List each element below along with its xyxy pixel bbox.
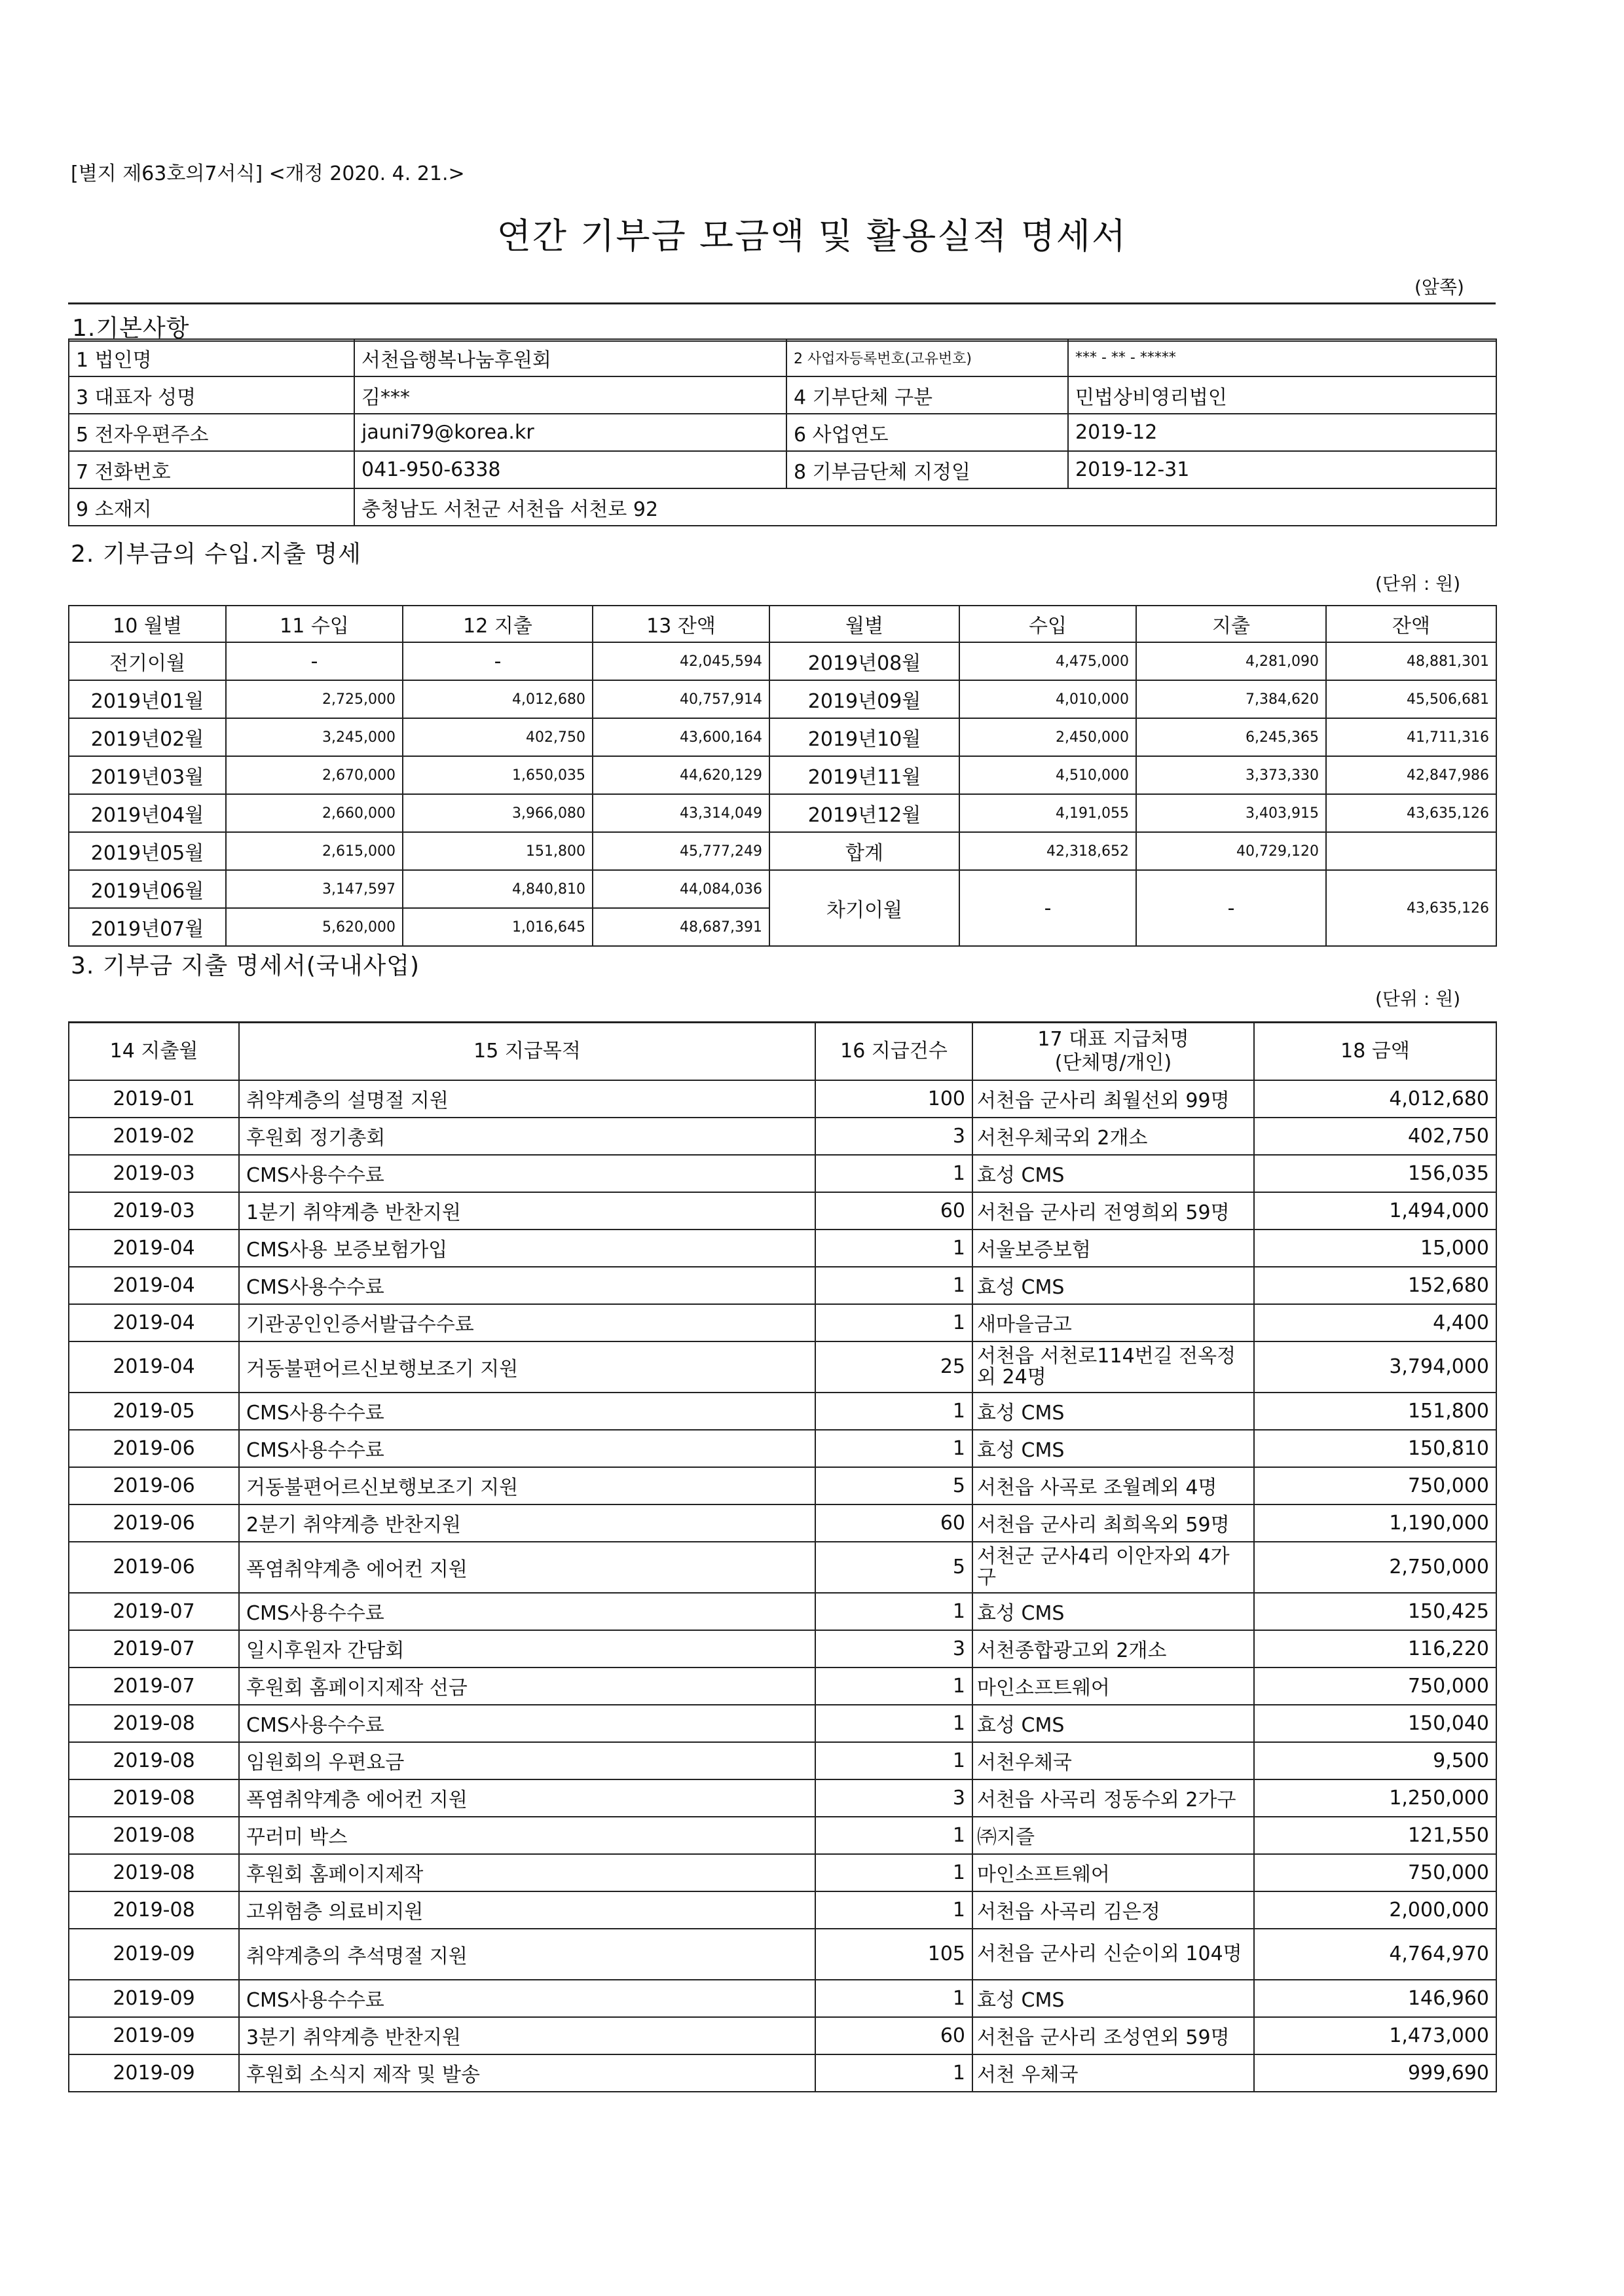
balance-cell: 42,045,594 [593,642,769,680]
expense-month-cell: 2019-08 [69,1779,239,1817]
field-label: 4 기부단체 구분 [786,376,1068,414]
basic-info-row [69,488,1496,526]
table-row [69,1467,1496,1504]
amount-cell: 121,550 [1254,1817,1496,1854]
purpose-cell: 일시후원자 간담회 [239,1630,815,1667]
expense-cell: 4,840,810 [403,870,593,908]
purpose-cell: 기관공인인증서발급수수료 [239,1304,815,1341]
month-cell: 전기이월 [69,642,226,680]
field-value: 김*** [354,376,786,414]
amount-cell: 750,000 [1254,1854,1496,1891]
recipient-cell: 새마을금고 [972,1304,1254,1341]
amount-cell: 750,000 [1254,1467,1496,1504]
field-value: 서천읍행복나눔후원회 [354,339,786,376]
amount-cell: 15,000 [1254,1230,1496,1267]
amount-cell: 1,250,000 [1254,1779,1496,1817]
recipient-cell: 서천읍 사곡리 김은정 [972,1891,1254,1929]
table-row [69,1779,1496,1817]
count-cell: 1 [815,1304,972,1341]
amount-cell: 999,690 [1254,2054,1496,2092]
expense-cell: 151,800 [403,832,593,870]
basic-info-row [69,376,1496,414]
purpose-cell: 후원회 소식지 제작 및 발송 [239,2054,815,2092]
purpose-cell: 1분기 취약계층 반찬지원 [239,1192,815,1230]
count-cell: 1 [815,1854,972,1891]
recipient-cell: 서천군 군사4리 이안자외 4가구 [972,1542,1254,1593]
expense-cell: - [1136,870,1326,946]
column-header: 18 금액 [1254,1023,1496,1080]
table-row [69,2054,1496,2092]
count-cell: 60 [815,1504,972,1542]
amount-cell: 116,220 [1254,1630,1496,1667]
purpose-cell: 임원회의 우편요금 [239,1742,815,1779]
amount-cell: 151,800 [1254,1393,1496,1430]
column-header: 16 지급건수 [815,1023,972,1080]
count-cell: 1 [815,1230,972,1267]
amount-cell: 146,960 [1254,1980,1496,2017]
expense-month-cell: 2019-08 [69,1891,239,1929]
recipient-cell: 서천우체국 [972,1742,1254,1779]
table-row [69,1593,1496,1630]
purpose-cell: CMS사용수수료 [239,1155,815,1192]
income-cell: 3,245,000 [226,718,403,756]
table-header-row [69,1023,1496,1080]
field-value: 2019-12 [1068,414,1496,451]
column-header: 12 지출 [403,606,593,642]
month-cell: 합계 [769,832,959,870]
balance-cell: 43,635,126 [1326,794,1496,832]
balance-cell: 40,757,914 [593,680,769,718]
expense-month-cell: 2019-06 [69,1467,239,1504]
count-cell: 1 [815,1891,972,1929]
income-cell: 2,670,000 [226,756,403,794]
purpose-cell: 고위험층 의료비지원 [239,1891,815,1929]
balance-cell: 48,687,391 [593,908,769,946]
column-header: 잔액 [1326,606,1496,642]
month-cell: 2019년08월 [769,642,959,680]
amount-cell: 150,425 [1254,1593,1496,1630]
field-label: 9 소재지 [69,488,354,526]
recipient-cell: 서천읍 군사리 전영희외 59명 [972,1192,1254,1230]
amount-cell: 4,012,680 [1254,1080,1496,1118]
purpose-cell: 꾸러미 박스 [239,1817,815,1854]
expense-cell: 3,373,330 [1136,756,1326,794]
table-row [69,2017,1496,2054]
income-cell: 2,660,000 [226,794,403,832]
expense-cell: 3,966,080 [403,794,593,832]
income-cell: 3,147,597 [226,870,403,908]
purpose-cell: CMS사용수수료 [239,1393,815,1430]
amount-cell: 150,810 [1254,1430,1496,1467]
recipient-cell: 효성 CMS [972,1267,1254,1304]
month-cell: 2019년12월 [769,794,959,832]
month-cell: 2019년07월 [69,908,226,946]
count-cell: 5 [815,1542,972,1593]
count-cell: 1 [815,1817,972,1854]
recipient-cell: 서천 우체국 [972,2054,1254,2092]
recipient-cell: 서천종합광고외 2개소 [972,1630,1254,1667]
count-cell: 1 [815,2054,972,2092]
purpose-cell: CMS사용수수료 [239,1267,815,1304]
table-row [69,1742,1496,1779]
amount-cell: 3,794,000 [1254,1341,1496,1393]
table-row [69,1080,1496,1118]
purpose-cell: 거동불편어르신보행보조기 지원 [239,1467,815,1504]
field-value: 민법상비영리법인 [1068,376,1496,414]
recipient-cell: 마인소프트웨어 [972,1667,1254,1705]
amount-cell: 152,680 [1254,1267,1496,1304]
recipient-cell: 효성 CMS [972,1393,1254,1430]
balance-cell [1326,832,1496,870]
purpose-cell: 취약계층의 설명절 지원 [239,1080,815,1118]
expense-cell: 7,384,620 [1136,680,1326,718]
amount-cell: 4,764,970 [1254,1929,1496,1980]
section2-unit: (단위 : 원) [1375,573,1461,594]
table-row [69,1980,1496,2017]
expense-month-cell: 2019-08 [69,1742,239,1779]
table-row [69,1504,1496,1542]
recipient-cell: 서천읍 사곡리 정동수외 2가구 [972,1779,1254,1817]
table-row [69,1854,1496,1891]
field-value: *** - ** - ***** [1068,339,1496,376]
expense-month-cell: 2019-03 [69,1155,239,1192]
amount-cell: 402,750 [1254,1118,1496,1155]
expense-cell: 1,650,035 [403,756,593,794]
recipient-cell: 마인소프트웨어 [972,1854,1254,1891]
table-row [69,1393,1496,1430]
expense-month-cell: 2019-04 [69,1304,239,1341]
table-row [69,1155,1496,1192]
table-row [69,1891,1496,1929]
expense-month-cell: 2019-09 [69,2017,239,2054]
table-row [69,1341,1496,1393]
basic-info-row [69,414,1496,451]
amount-cell: 2,750,000 [1254,1542,1496,1593]
basic-info-row [69,339,1496,376]
expense-month-cell: 2019-08 [69,1854,239,1891]
expense-cell: 4,281,090 [1136,642,1326,680]
purpose-cell: 3분기 취약계층 반찬지원 [239,2017,815,2054]
balance-cell: 43,314,049 [593,794,769,832]
month-cell: 2019년04월 [69,794,226,832]
balance-cell: 43,635,126 [1326,870,1496,946]
purpose-cell: 후원회 홈페이지제작 [239,1854,815,1891]
page-side-label: (앞쪽) [1414,276,1464,298]
section1-title-bar [68,302,1496,342]
income-cell: - [226,642,403,680]
expense-month-cell: 2019-04 [69,1230,239,1267]
section3-unit: (단위 : 원) [1375,988,1461,1010]
expense-month-cell: 2019-02 [69,1118,239,1155]
count-cell: 5 [815,1467,972,1504]
count-cell: 1 [815,1705,972,1742]
form-header: [별지 제63호의7서식] <개정 2020. 4. 21.> [71,162,465,185]
purpose-cell: 폭염취약계층 에어컨 지원 [239,1779,815,1817]
field-value: 2019-12-31 [1068,451,1496,488]
expense-cell: 402,750 [403,718,593,756]
count-cell: 60 [815,2017,972,2054]
basic-info-table [68,338,1497,526]
recipient-cell: 서천읍 군사리 조성연외 59명 [972,2017,1254,2054]
balance-cell: 44,620,129 [593,756,769,794]
column-header: 13 잔액 [593,606,769,642]
field-label: 6 사업연도 [786,414,1068,451]
expense-month-cell: 2019-09 [69,2054,239,2092]
expense-month-cell: 2019-08 [69,1705,239,1742]
table-header-row [69,606,1496,642]
table-row [69,1230,1496,1267]
field-value: 041-950-6338 [354,451,786,488]
expense-cell: 1,016,645 [403,908,593,946]
table-row [69,756,1496,794]
purpose-cell: 취약계층의 추석명절 지원 [239,1929,815,1980]
expense-month-cell: 2019-08 [69,1817,239,1854]
month-cell: 2019년03월 [69,756,226,794]
purpose-cell: CMS사용 보증보험가입 [239,1230,815,1267]
amount-cell: 1,190,000 [1254,1504,1496,1542]
expense-month-cell: 2019-04 [69,1341,239,1393]
expense-cell: 40,729,120 [1136,832,1326,870]
purpose-cell: CMS사용수수료 [239,1980,815,2017]
expense-cell: 3,403,915 [1136,794,1326,832]
purpose-cell: 2분기 취약계층 반찬지원 [239,1504,815,1542]
expense-cell: 4,012,680 [403,680,593,718]
amount-cell: 1,494,000 [1254,1192,1496,1230]
count-cell: 1 [815,1155,972,1192]
expense-month-cell: 2019-06 [69,1542,239,1593]
field-label: 2 사업자등록번호(고유번호) [786,339,1068,376]
count-cell: 1 [815,1742,972,1779]
table-row [69,1430,1496,1467]
purpose-cell: CMS사용수수료 [239,1705,815,1742]
table-row [69,1705,1496,1742]
column-header: 14 지출월 [69,1023,239,1080]
count-cell: 1 [815,1430,972,1467]
recipient-cell: 서천읍 군사리 최월선외 99명 [972,1080,1254,1118]
income-cell: 5,620,000 [226,908,403,946]
month-cell: 2019년10월 [769,718,959,756]
table-row [69,1667,1496,1705]
field-label: 7 전화번호 [69,451,354,488]
recipient-cell: 효성 CMS [972,1430,1254,1467]
expense-detail-table [68,1021,1497,2092]
table-row [69,1267,1496,1304]
purpose-cell: 후원회 홈페이지제작 선금 [239,1667,815,1705]
table-row [69,832,1496,870]
table-row [69,680,1496,718]
amount-cell: 156,035 [1254,1155,1496,1192]
income-cell: 2,615,000 [226,832,403,870]
income-cell: 42,318,652 [959,832,1136,870]
count-cell: 3 [815,1118,972,1155]
count-cell: 105 [815,1929,972,1980]
month-cell: 2019년01월 [69,680,226,718]
expense-month-cell: 2019-09 [69,1929,239,1980]
income-cell: 4,475,000 [959,642,1136,680]
count-cell: 1 [815,1980,972,2017]
column-header: 월별 [769,606,959,642]
amount-cell: 4,400 [1254,1304,1496,1341]
income-cell: 2,725,000 [226,680,403,718]
income-cell: - [959,870,1136,946]
balance-cell: 44,084,036 [593,870,769,908]
amount-cell: 2,000,000 [1254,1891,1496,1929]
month-cell: 2019년02월 [69,718,226,756]
section3-title: 3. 기부금 지출 명세서(국내사업) [71,953,420,979]
balance-cell: 48,881,301 [1326,642,1496,680]
balance-cell: 42,847,986 [1326,756,1496,794]
field-label: 5 전자우편주소 [69,414,354,451]
amount-cell: 750,000 [1254,1667,1496,1705]
income-expense-table [68,605,1497,947]
month-cell: 2019년05월 [69,832,226,870]
column-header: 17 대표 지급처명 (단체명/개인) [972,1023,1254,1080]
expense-month-cell: 2019-07 [69,1593,239,1630]
field-label: 1 법인명 [69,339,354,376]
recipient-cell: 효성 CMS [972,1155,1254,1192]
table-row [69,870,1496,908]
expense-month-cell: 2019-05 [69,1393,239,1430]
recipient-cell: 효성 CMS [972,1593,1254,1630]
expense-cell: 6,245,365 [1136,718,1326,756]
column-header: 지출 [1136,606,1326,642]
month-cell: 2019년09월 [769,680,959,718]
expense-cell: - [403,642,593,680]
count-cell: 1 [815,1667,972,1705]
count-cell: 100 [815,1080,972,1118]
section1-title: 1.기본사항 [72,315,190,342]
table-row [69,1817,1496,1854]
expense-month-cell: 2019-06 [69,1504,239,1542]
amount-cell: 9,500 [1254,1742,1496,1779]
section2-title: 2. 기부금의 수입.지출 명세 [71,541,361,568]
count-cell: 1 [815,1593,972,1630]
table-row [69,718,1496,756]
recipient-cell: 효성 CMS [972,1705,1254,1742]
expense-month-cell: 2019-04 [69,1267,239,1304]
table-row [69,1630,1496,1667]
amount-cell: 150,040 [1254,1705,1496,1742]
purpose-cell: CMS사용수수료 [239,1593,815,1630]
recipient-cell: 서천읍 서천로114번길 전옥정외 24명 [972,1341,1254,1393]
column-header: 10 월별 [69,606,226,642]
field-value: jauni79@korea.kr [354,414,786,451]
balance-cell: 45,777,249 [593,832,769,870]
table-row [69,1304,1496,1341]
expense-month-cell: 2019-07 [69,1667,239,1705]
basic-info-row [69,451,1496,488]
balance-cell: 43,600,164 [593,718,769,756]
table-row [69,794,1496,832]
expense-month-cell: 2019-09 [69,1980,239,2017]
column-header: 15 지급목적 [239,1023,815,1080]
count-cell: 60 [815,1192,972,1230]
expense-month-cell: 2019-06 [69,1430,239,1467]
recipient-cell: 서울보증보험 [972,1230,1254,1267]
field-label: 8 기부금단체 지정일 [786,451,1068,488]
recipient-cell: 서천읍 군사리 신순이외 104명 [972,1929,1254,1980]
income-cell: 2,450,000 [959,718,1136,756]
document-title: 연간 기부금 모금액 및 활용실적 명세서 [496,215,1128,257]
purpose-cell: 폭염취약계층 에어컨 지원 [239,1542,815,1593]
amount-cell: 1,473,000 [1254,2017,1496,2054]
recipient-cell: 서천우체국외 2개소 [972,1118,1254,1155]
recipient-cell: 서천읍 군사리 최희옥외 59명 [972,1504,1254,1542]
month-cell: 2019년11월 [769,756,959,794]
recipient-cell: 서천읍 사곡로 조월례외 4명 [972,1467,1254,1504]
purpose-cell: 후원회 정기총회 [239,1118,815,1155]
field-label: 3 대표자 성명 [69,376,354,414]
count-cell: 3 [815,1779,972,1817]
income-cell: 4,191,055 [959,794,1136,832]
table-row [69,1118,1496,1155]
carry-forward-label: 차기이월 [769,870,959,946]
count-cell: 1 [815,1267,972,1304]
recipient-cell: ㈜지즐 [972,1817,1254,1854]
count-cell: 3 [815,1630,972,1667]
column-header: 수입 [959,606,1136,642]
count-cell: 1 [815,1393,972,1430]
expense-month-cell: 2019-01 [69,1080,239,1118]
table-row [69,1929,1496,1980]
purpose-cell: CMS사용수수료 [239,1430,815,1467]
expense-month-cell: 2019-03 [69,1192,239,1230]
recipient-cell: 효성 CMS [972,1980,1254,2017]
month-cell: 2019년06월 [69,870,226,908]
table-row [69,1192,1496,1230]
table-row [69,1542,1496,1593]
column-header: 11 수입 [226,606,403,642]
balance-cell: 41,711,316 [1326,718,1496,756]
income-cell: 4,010,000 [959,680,1136,718]
table-row [69,642,1496,680]
expense-month-cell: 2019-07 [69,1630,239,1667]
purpose-cell: 거동불편어르신보행보조기 지원 [239,1341,815,1393]
balance-cell: 45,506,681 [1326,680,1496,718]
count-cell: 25 [815,1341,972,1393]
field-value: 충청남도 서천군 서천읍 서천로 92 [354,488,1496,526]
income-cell: 4,510,000 [959,756,1136,794]
